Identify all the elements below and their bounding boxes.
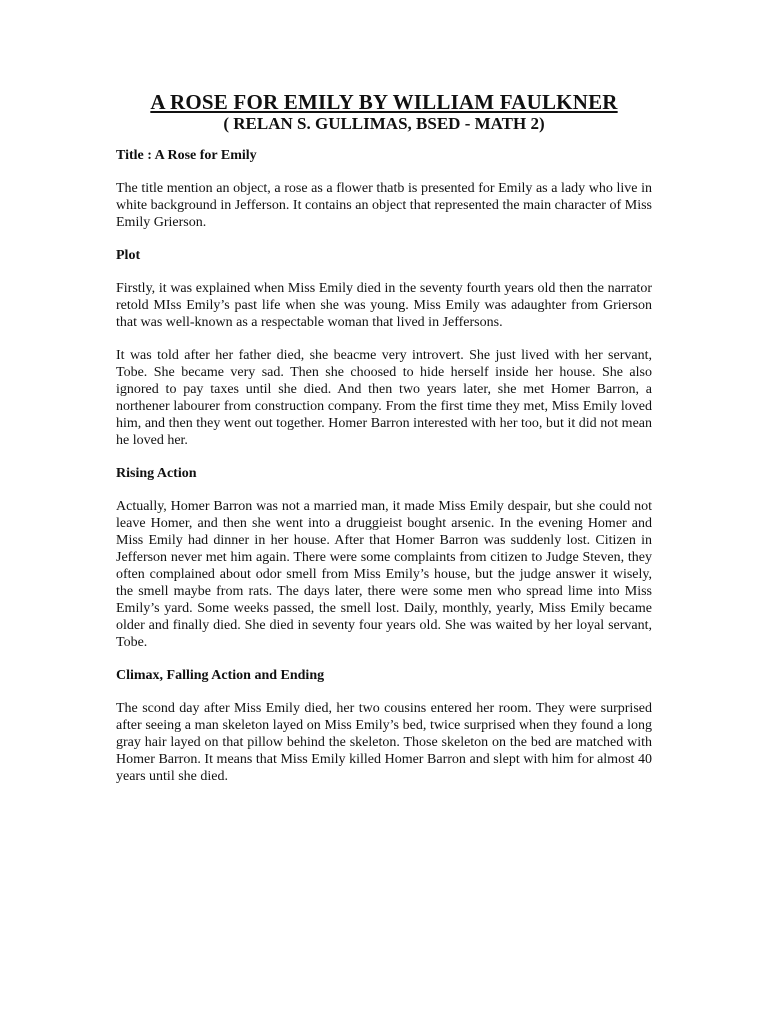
paragraph: The title mention an object, a rose as a flower thatb is presented for Emily as a lady who live in white background in Jefferson. It contains an object that represented the main character of Miss Emily Grierson. bbox=[116, 181, 652, 230]
section-heading: Plot bbox=[116, 248, 141, 263]
paragraph: Firstly, it was explained when Miss Emily died in the seventy fourth years old then the narrator retold MIss Emily’s past life when she was young. Miss Emily was adaughter from Grierson that was well-known as a respectable woman that lived in Jeffersons. bbox=[116, 281, 652, 330]
document-title: A ROSE FOR EMILY BY WILLIAM FAULKNER bbox=[150, 90, 618, 114]
section-heading: Rising Action bbox=[116, 466, 197, 481]
document-page bbox=[116, 90, 652, 801]
section-title bbox=[116, 147, 652, 231]
section-heading: Climax, Falling Action and Ending bbox=[116, 668, 325, 683]
section-rising-action bbox=[116, 465, 652, 651]
section-heading: Title : A Rose for Emily bbox=[116, 148, 257, 163]
paragraph: It was told after her father died, she beacme very introvert. She just lived with her servant, Tobe. She became very sad. Then she choosed to hide herself inside her house. She also ignored to pay taxes until she died. And then two years later, she met Homer Barron, a northener labourer from construction company. From the first time they met, Miss Emily loved him, and then they went out together. Homer Barron interested with her too, but it did not mean he loved her. bbox=[116, 348, 652, 448]
paragraph: Actually, Homer Barron was not a married man, it made Miss Emily despair, but she could not leave Homer, and then she went into a druggieist bought arsenic. In the evening Homer and Miss Emily had dinner in her house. After that Homer Barron was suddenly lost. Citizen in Jefferson never met him again. There were some complaints from citizen to Judge Steven, they often complained about odor smell from Miss Emily’s house, but the judge answer it wisely, the smell maybe from rats. The days later, there were some men who spread lime into Miss Emily’s yard. Some weeks passed, the smell lost. Daily, monthly, yearly, Miss Emily became older and finally died. She died in seventy four years old. She was waited by her loyal servant, Tobe. bbox=[116, 499, 652, 650]
document-subtitle: ( RELAN S. GULLIMAS, BSED - MATH 2) bbox=[223, 114, 545, 133]
section-plot bbox=[116, 247, 652, 449]
section-climax bbox=[116, 667, 652, 785]
paragraph: The scond day after Miss Emily died, her two cousins entered her room. They were surprised after seeing a man skeleton layed on Miss Emily’s bed, twice surprised when they found a long gray hair layed on that pillow behind the skeleton. Those skeleton on the bed are matched with Homer Barron. It means that Miss Emily killed Homer Barron and slept with him for almost 40 years until she died. bbox=[116, 701, 652, 784]
